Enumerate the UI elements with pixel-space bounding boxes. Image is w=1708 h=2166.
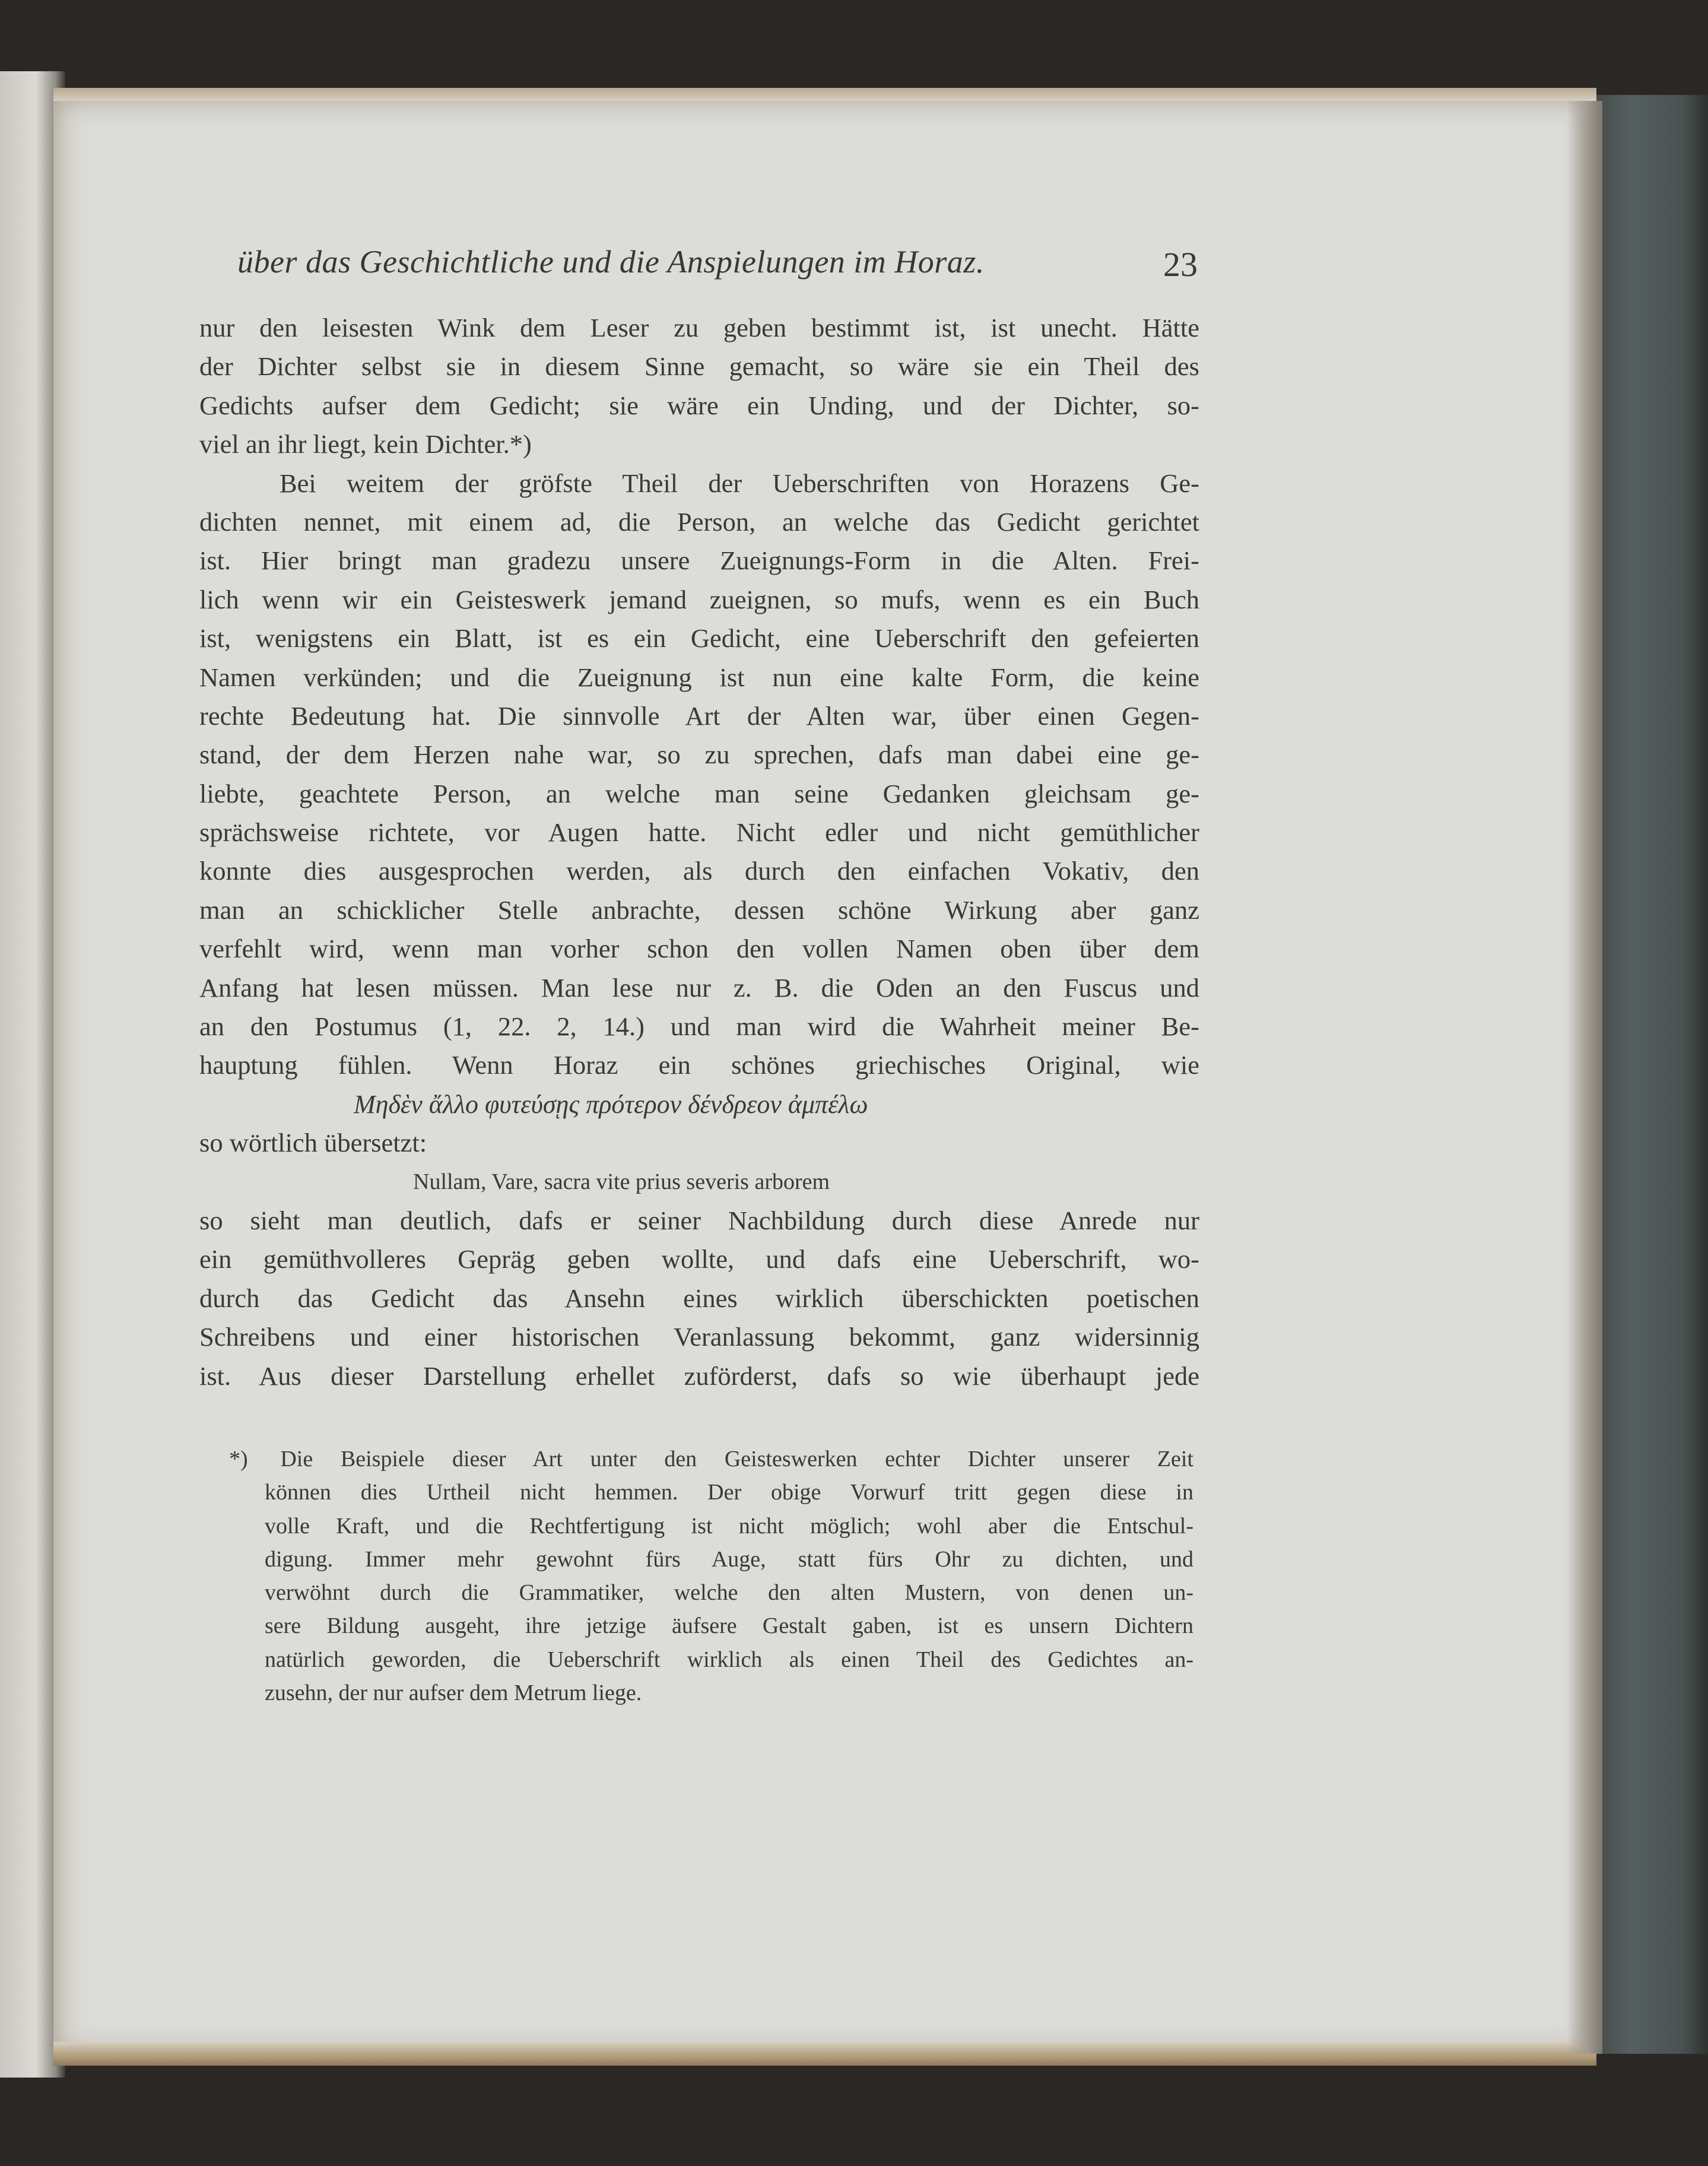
body-line: so wörtlich übersetzt: — [199, 1128, 427, 1158]
body-text — [199, 309, 1199, 1396]
body-line: konnte dies ausgesprochen werden, als durch den einfachen Vokativ, den — [199, 856, 1199, 886]
body-line: Bei weitem der gröfste Theil der Ueberschriften von Horazens Ge- — [280, 468, 1199, 498]
body-line: der Dichter selbst sie in diesem Sinne gemacht, so wäre sie ein Theil des — [199, 351, 1199, 382]
footnote-line: verwöhnt durch die Grammatiker, welche den alten Mustern, von denen un- — [265, 1580, 1193, 1606]
greek-quotation: Μηδὲν ἄλλο φυτεύσῃς πρότερον δένδρεον ἀμπέλω — [354, 1089, 868, 1119]
footnote — [229, 1442, 1193, 1710]
body-line: ein gemüthvolleres Gepräg geben wollte, und dafs eine Ueberschrift, wo- — [199, 1244, 1199, 1274]
body-line: durch das Gedicht das Ansehn eines wirklich überschickten poetischen — [199, 1283, 1199, 1313]
body-line: liebte, geachtete Person, an welche man seine Gedanken gleichsam ge- — [199, 778, 1199, 808]
body-line: dichten nennet, mit einem ad, die Person, an welche das Gedicht gerichtet — [199, 506, 1199, 537]
footnote-line — [229, 1442, 1193, 1476]
body-line: rechte Bedeutung hat. Die sinnvolle Art der Alten war, über einen Gegen- — [199, 700, 1199, 731]
body-line: Anfang hat lesen müssen. Man lese nur z. B. die Oden an den Fuscus und — [199, 972, 1199, 1003]
body-line: an den Postumus (1, 22. 2, 14.) und man wird die Wahrheit meiner Be- — [199, 1011, 1199, 1042]
body-line: ist. Hier bringt man gradezu unsere Zueignungs-Form in die Alten. Frei- — [199, 546, 1199, 576]
body-line: hauptung fühlen. Wenn Horaz ein schönes griechisches Original, wie — [199, 1050, 1199, 1080]
body-line: Schreibens und einer historischen Veranlassung bekommt, ganz widersinnig — [199, 1322, 1199, 1352]
footnote-marker: *) — [229, 1447, 248, 1472]
body-line: Gedichts aufser dem Gedicht; sie wäre ein Unding, und der Dichter, so- — [199, 390, 1199, 420]
body-line: verfehlt wird, wenn man vorher schon den vollen Namen oben über dem — [199, 934, 1199, 964]
body-line: so sieht man deutlich, dafs er seiner Nachbildung durch diese Anrede nur — [199, 1205, 1199, 1235]
footnote-line: digung. Immer mehr gewohnt fürs Auge, statt fürs Ohr zu dichten, und — [265, 1546, 1193, 1572]
footnote-line: volle Kraft, und die Rechtfertigung ist nicht möglich; wohl aber die Entschul- — [265, 1513, 1193, 1539]
body-line: ist, wenigstens ein Blatt, ist es ein Gedicht, eine Ueberschrift den gefeierten — [199, 623, 1199, 654]
page-bottom-edge — [53, 2042, 1596, 2066]
footnote-line: zusehn, der nur aufser dem Metrum liege. — [265, 1680, 642, 1706]
body-line: ist. Aus dieser Darstellung erhellet zuförderst, dafs so wie überhaupt jede — [199, 1361, 1199, 1391]
footnote-line-text: Die Beispiele dieser Art unter den Geisteswerken echter Dichter unserer Zeit — [280, 1447, 1193, 1472]
latin-quotation: Nullam, Vare, sacra vite prius severis arborem — [413, 1169, 830, 1194]
footnote-line: können dies Urtheil nicht hemmen. Der obige Vorwurf tritt gegen diese in — [265, 1480, 1193, 1505]
running-header: über das Geschichtliche und die Anspielungen im Horaz. — [237, 244, 985, 280]
page-top-edge — [53, 88, 1596, 101]
body-line: nur den leisesten Wink dem Leser zu geben bestimmt ist, ist unecht. Hätte — [199, 313, 1199, 342]
body-line: viel an ihr liegt, kein Dichter.*) — [199, 429, 532, 459]
page-right-edge — [1567, 101, 1602, 2054]
footnote-line: sere Bildung ausgeht, ihre jetzige äufsere Gestalt gaben, ist es unsern Dichtern — [265, 1613, 1193, 1639]
page-number: 23 — [1163, 245, 1198, 284]
body-line: sprächsweise richtete, vor Augen hatte. Nicht edler und nicht gemüthlicher — [199, 817, 1199, 848]
body-line: Namen verkünden; und die Zueignung ist nun eine kalte Form, die keine — [199, 662, 1199, 692]
body-line: man an schicklicher Stelle anbrachte, dessen schöne Wirkung aber ganz — [199, 895, 1199, 925]
footnote-line: natürlich geworden, die Ueberschrift wirklich als einen Theil des Gedichtes an- — [265, 1647, 1193, 1672]
body-line: stand, der dem Herzen nahe war, so zu sprechen, dafs man dabei eine ge- — [199, 740, 1199, 770]
body-line: lich wenn wir ein Geisteswerk jemand zueignen, so mufs, wenn es ein Buch — [199, 584, 1199, 614]
